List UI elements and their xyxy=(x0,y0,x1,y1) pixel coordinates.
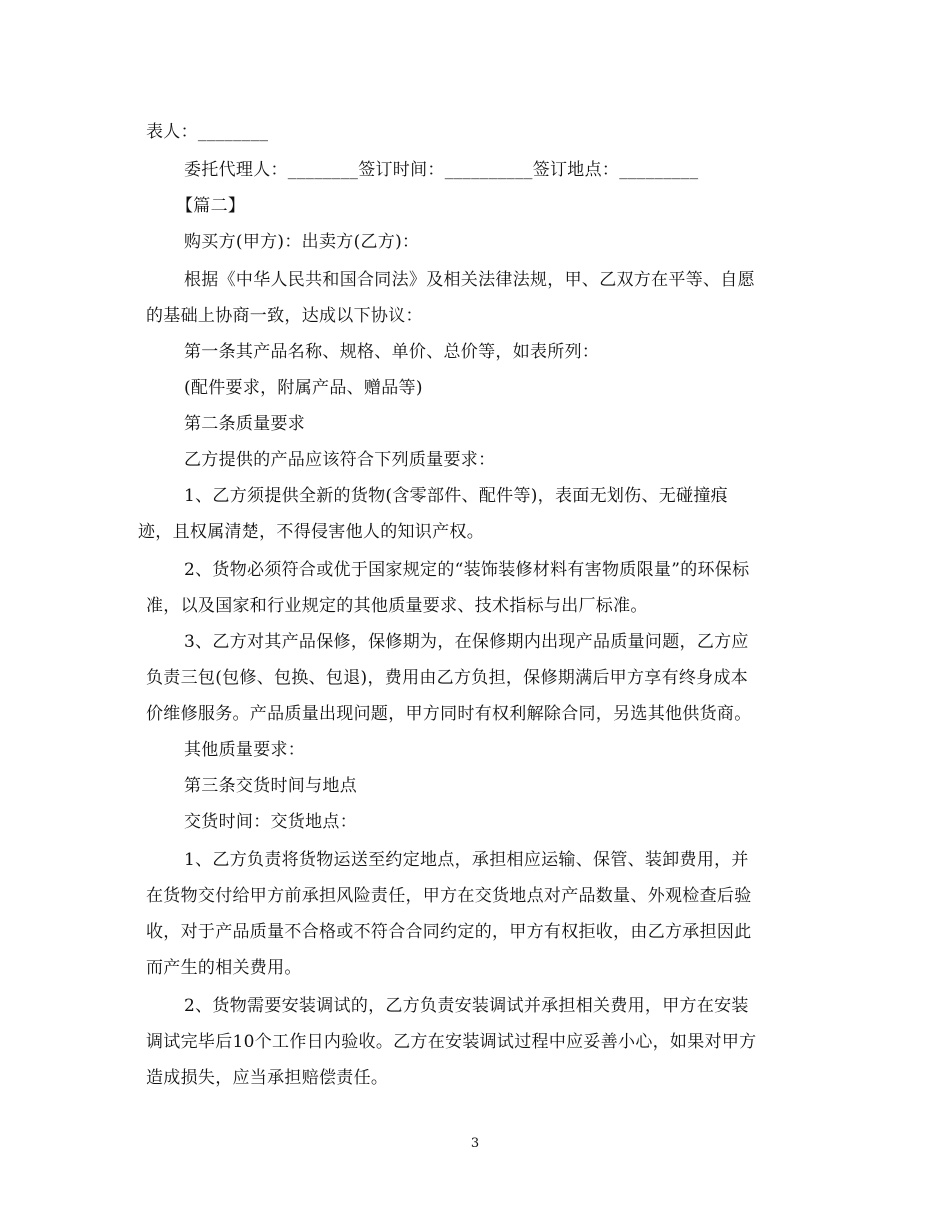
section-heading: 【篇二】 xyxy=(176,196,246,216)
page-number: 3 xyxy=(470,1136,480,1151)
text-line: 交货时间：交货地点： xyxy=(184,812,357,832)
text-line: 第一条其产品名称、规格、单价、总价等，如表所列： xyxy=(184,342,600,362)
text-line: 调试完毕后10个工作日内验收。乙方在安装调试过程中应妥善小心，如果对甲方 xyxy=(146,1032,757,1052)
text-line: 负责三包(包修、包换、包退)，费用由乙方负担，保修期满后甲方享有终身成本 xyxy=(146,668,749,688)
text-line: 1、乙方负责将货物运送至约定地点，承担相应运输、保管、装卸费用，并 xyxy=(184,850,749,870)
text-line: 准，以及国家和行业规定的其他质量要求、技术指标与出厂标准。 xyxy=(146,596,648,616)
text-line: 收，对于产品质量不合格或不符合合同约定的，甲方有权拒收，由乙方承担因此 xyxy=(146,922,752,942)
text-line: 1、乙方须提供全新的货物(含零部件、配件等)，表面无划伤、无碰撞痕 xyxy=(184,486,728,506)
text-line: 其他质量要求： xyxy=(184,740,306,760)
text-line: 的基础上协商一致，达成以下协议： xyxy=(146,306,423,326)
text-line: 乙方提供的产品应该符合下列质量要求： xyxy=(184,450,496,470)
text-line: 而产生的相关费用。 xyxy=(146,958,302,978)
text-line: 迹，且权属清楚，不得侵害他人的知识产权。 xyxy=(138,522,484,542)
text-line: 在货物交付给甲方前承担风险责任，甲方在交货地点对产品数量、外观检查后验 xyxy=(146,886,752,906)
article-heading: 第二条质量要求 xyxy=(184,414,306,434)
text-line: 2、货物必须符合或优于国家规定的“装饰装修材料有害物质限量”的环保标 xyxy=(184,560,750,580)
text-line: 价维修服务。产品质量出现问题，甲方同时有权利解除合同，另选其他供货商。 xyxy=(146,704,752,724)
article-heading: 第三条交货时间与地点 xyxy=(184,776,357,796)
text-line: 购买方(甲方)：出卖方(乙方)： xyxy=(184,232,420,252)
text-line: (配件要求，附属产品、赠品等) xyxy=(184,378,423,398)
text-line: 3、乙方对其产品保修，保修期为，在保修期内出现产品质量问题，乙方应 xyxy=(184,632,749,652)
text-line: 表人：________ xyxy=(146,122,269,142)
text-line: 2、货物需要安装调试的，乙方负责安装调试并承担相关费用，甲方在安装 xyxy=(184,996,749,1016)
text-line: 根据《中华人民共和国合同法》及相关法律法规，甲、乙双方在平等、自愿 xyxy=(184,270,755,290)
text-line: 委托代理人：________签订时间：__________签订地点：_________ xyxy=(184,160,699,180)
text-line: 造成损失，应当承担赔偿责任。 xyxy=(146,1068,389,1088)
